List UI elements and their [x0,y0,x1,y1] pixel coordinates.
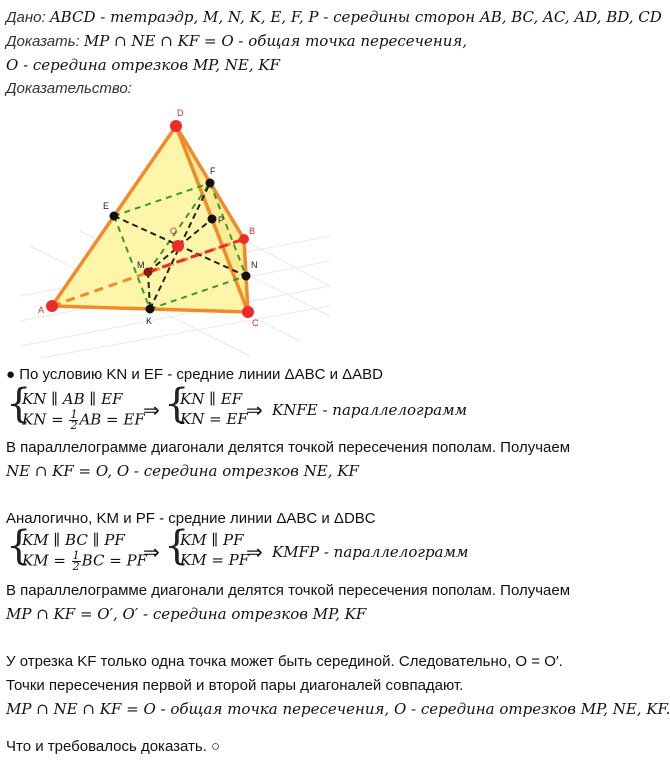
prove-label: Доказать: [6,33,80,50]
point-P [208,215,217,224]
prove-line [6,32,467,51]
para1-line2: NE ∩ KF = O, O - середина отрезков NE, KF [6,462,359,480]
given-text: ABCD - тетраэдр, M, N, K, E, F, P - середины сторон AB, BC, AC, AD, BD, CD [49,8,662,26]
qed-line: Что и требовалось доказать. ○ [6,738,221,755]
label-P: P [218,215,225,225]
similar-line: Аналогично, KM и PF - средние линии ΔABC и ΔDBC [6,510,376,527]
sys1-r1: KN ∥ EF [180,390,243,408]
para2-line2: MP ∩ KF = O′, O′ - середина отрезков MP, KF [6,605,367,623]
label-M: M [137,260,145,270]
given-label: Дано: [6,9,46,26]
para2-line1: В параллелограмме диагонали делятся точкой пересечения пополам. Получаем [6,582,571,599]
sys2-r2: KM = PF [180,551,250,569]
sys1-fraction: $\frac{1}{2}$ [70,408,78,432]
point-M [144,268,153,277]
label-A: A [38,305,45,315]
brace-2: { [6,523,32,569]
sys2-l2: KM = $\frac{1}{2}$ BC = PF [22,549,148,573]
brace-1b: { [164,381,190,427]
sys2-fraction: $\frac{1}{2}$ [72,549,80,573]
brace-1: { [6,381,32,427]
sys2-arrow-1: ⇒ [143,542,160,564]
brace-2b: { [164,523,190,569]
vertex-A [46,300,58,312]
conclusion-line3: MP ∩ NE ∩ KF = O - общая точка пересечения, O - середина отрезков MP, NE, KF. [6,700,670,718]
point-O [172,240,184,252]
vertex-B [239,234,249,244]
vertex-C [242,306,254,318]
sys1-l1: KN ∥ AB ∥ EF [22,390,123,408]
label-D: D [177,108,184,118]
tetrahedron-figure [0,96,600,366]
sys1-l2: KN = $\frac{1}{2}$ AB = EF [22,408,145,432]
label-B: B [249,226,256,236]
sys2-l1: KM ∥ BC ∥ PF [22,531,125,549]
bullet-line: ● По условию KN и EF - средние линии ΔABC и ΔABD [6,366,383,383]
vertex-D [170,120,182,132]
point-N [242,272,251,281]
prove-line-2: O - середина отрезков MP, NE, KF [6,56,280,74]
prove-text: MP ∩ NE ∩ KF = O - общая точка пересечения, [83,32,468,50]
point-K [146,305,155,314]
conclusion-line1: У отрезка KF только одна точка может быть серединой. Следовательно, O = O′. [6,653,563,670]
label-C: C [252,318,259,328]
point-F [206,179,215,188]
sys1-r2: KN = EF [180,410,248,428]
proof-label: Доказательство: [6,80,132,97]
label-N: N [251,260,258,270]
sys1-arrow-1: ⇒ [143,400,160,422]
conclusion-line2: Точки пересечения первой и второй пары диагоналей совпадают. [6,677,464,694]
label-O: O [170,226,178,236]
label-E: E [103,201,110,211]
given-line [6,8,662,27]
sys1-arrow-2: ⇒ [246,400,263,422]
sys2-r1: KM ∥ PF [180,531,244,549]
point-E [110,212,119,221]
label-F: F [210,166,216,176]
sys2-arrow-2: ⇒ [246,542,263,564]
para1-line1: В параллелограмме диагонали делятся точкой пересечения пополам. Получаем [6,439,571,456]
label-K: K [146,316,153,326]
sys1-result: KNFE - параллелограмм [272,401,467,419]
sys2-result: KMFP - параллелограмм [272,543,469,561]
